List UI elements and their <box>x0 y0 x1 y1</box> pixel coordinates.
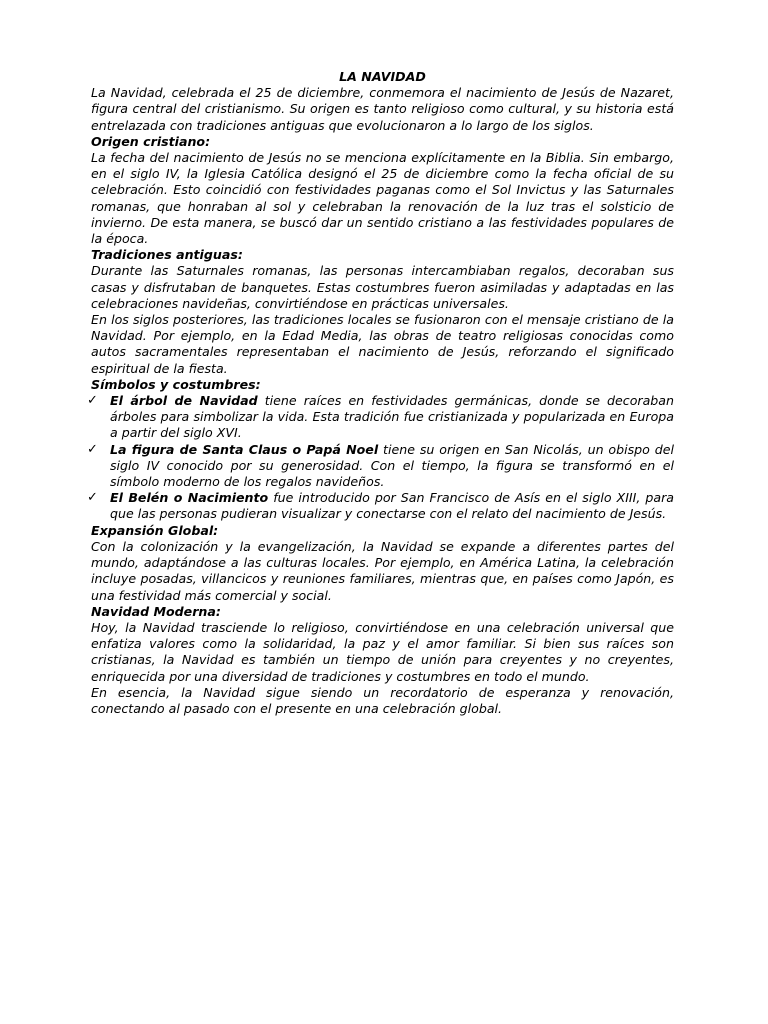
section-heading-moderna: Navidad Moderna: <box>91 603 221 619</box>
section-heading-origen: Origen cristiano: <box>91 133 211 149</box>
list-item <box>87 490 674 522</box>
list-item-lead: La figura de Santa Claus o Papá Noel <box>110 441 379 457</box>
simbolos-list <box>87 393 674 523</box>
list-item-lead: El árbol de Navidad <box>110 393 258 409</box>
expansion-paragraph: Con la colonización y la evangelización, la Navidad se expande a diferentes partes del mundo, adaptándose a las culturas locales. Por ejemplo, en América Latina, la celebración incluye posadas, villancicos y reuniones familiares, mientras que, en países como Japón, es una festividad más comercial y social. <box>91 538 674 603</box>
list-item <box>87 441 674 491</box>
check-icon: ✓ <box>87 393 98 409</box>
document-title: LA NAVIDAD <box>339 69 426 84</box>
moderna-paragraph-1: Hoy, la Navidad trasciende lo religioso, convirtiéndose en una celebración universal que enfatiza valores como la solidaridad, la paz y el amor familiar. Si bien sus raíces son cristianas, la Navidad es también un tiempo de unión para creyentes y no creyentes, enriquecida por una diversidad de tradiciones y costumbres en todo el mundo. <box>91 619 674 684</box>
check-icon: ✓ <box>87 441 98 457</box>
section-heading-expansion: Expansión Global: <box>91 522 219 538</box>
list-item-lead: El Belén o Nacimiento <box>110 490 269 506</box>
list-item-text: tiene su origen en San Nicolás, un obispo del siglo IV conocido por su generosidad. Con el tiempo, la figura se transformó en el símbolo moderno de los regalos navideños. <box>110 441 674 490</box>
document-page <box>87 69 674 717</box>
intro-paragraph: La Navidad, celebrada el 25 de diciembre, conmemora el nacimiento de Jesús de Nazaret, figura central del cristianismo. Su origen es tanto religioso como cultural, y su historia está entrelazada con tradiciones antiguas que evolucionaron a lo largo de los siglos. <box>91 85 674 133</box>
origen-paragraph: La fecha del nacimiento de Jesús no se menciona explícitamente en la Biblia. Sin embargo, en el siglo IV, la Iglesia Católica designó el 25 de diciembre como la fecha oficial de su celebración. Esto coincidió con festividades paganas como el Sol Invictus y las Saturnales romanas, que honraban al sol y celebraban la renovación de la luz tras el solsticio de invierno. De esta manera, se buscó dar un sentido cristiano a las festividades populares de la época. <box>91 150 674 247</box>
tradiciones-paragraph-2: En los siglos posteriores, las tradiciones locales se fusionaron con el mensaje cristiano de la Navidad. Por ejemplo, en la Edad Media, las obras de teatro religiosas conocidas como autos sacramentales representaban el nacimiento de Jesús, reforzando el significado espiritual de la fiesta. <box>91 312 674 376</box>
list-item-text: tiene raíces en festividades germánicas, donde se decoraban árboles para simbolizar la vida. Esta tradición fue cristianizada y popularizada en Europa a partir del siglo XVI. <box>110 393 674 441</box>
list-item <box>87 393 674 442</box>
section-heading-simbolos: Símbolos y costumbres: <box>91 376 261 392</box>
moderna-paragraph-2: En esencia, la Navidad sigue siendo un recordatorio de esperanza y renovación, conectando al pasado con el presente en una celebración global. <box>91 684 674 716</box>
section-heading-tradiciones: Tradiciones antiguas: <box>91 247 243 263</box>
tradiciones-paragraph-1: Durante las Saturnales romanas, las personas intercambiaban regalos, decoraban sus casas y disfrutaban de banquetes. Estas costumbres fueron asimiladas y adaptadas en las celebraciones navideñas, convirtiéndose en prácticas universales. <box>91 263 674 311</box>
list-item-text: fue introducido por San Francisco de Asís en el siglo XIII, para que las personas pudieran visualizar y conectarse con el relato del nacimiento de Jesús. <box>110 490 674 522</box>
check-icon: ✓ <box>87 490 98 506</box>
